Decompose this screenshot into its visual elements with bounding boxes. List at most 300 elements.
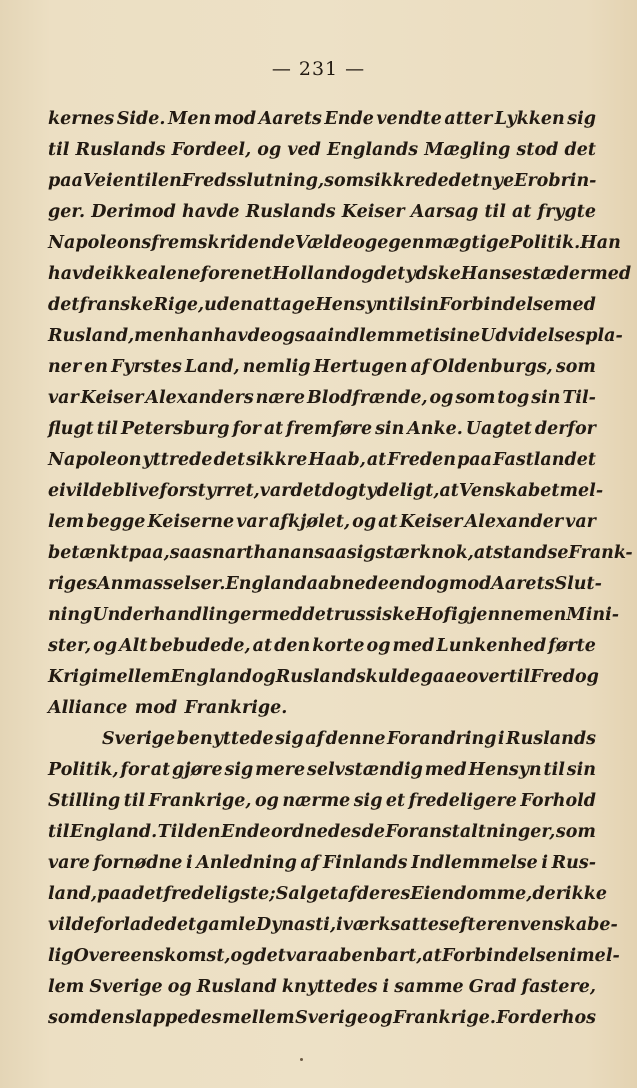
word: Lykken bbox=[494, 109, 565, 129]
word: fredeligere bbox=[408, 791, 517, 811]
word: som bbox=[324, 171, 365, 191]
text-line bbox=[48, 414, 596, 445]
word: Dynasti, bbox=[255, 915, 337, 935]
word: alene bbox=[147, 264, 201, 284]
word: franske bbox=[79, 295, 154, 315]
word: Lunkenhed bbox=[436, 636, 547, 656]
word: mod bbox=[213, 109, 257, 129]
word: korte bbox=[312, 636, 365, 656]
word: fastere, bbox=[521, 977, 596, 997]
word: Napoleons bbox=[48, 233, 152, 253]
word: Aarets bbox=[258, 109, 322, 129]
word: Uagtet bbox=[465, 419, 532, 439]
word: ogsaa bbox=[270, 326, 328, 346]
word: England bbox=[170, 667, 252, 687]
word: land, bbox=[48, 884, 98, 904]
word: Hensyn bbox=[315, 295, 389, 315]
word: forstyrret, bbox=[159, 481, 260, 501]
text-line bbox=[48, 383, 596, 414]
word: Hansestæder bbox=[460, 264, 590, 284]
word: en bbox=[495, 915, 520, 935]
word: Rusland bbox=[196, 977, 277, 997]
word: iværksattes bbox=[336, 915, 449, 935]
word: egenmægtige bbox=[377, 233, 510, 253]
word: Erobrin- bbox=[514, 171, 597, 191]
word: ikke bbox=[564, 884, 607, 904]
word: Venskabet bbox=[458, 481, 560, 501]
text-line bbox=[48, 817, 596, 848]
word: paa bbox=[457, 450, 492, 470]
text-line bbox=[48, 848, 596, 879]
word: en bbox=[542, 605, 567, 625]
text-line bbox=[48, 445, 596, 476]
word: men bbox=[134, 326, 177, 346]
word: Mægling bbox=[424, 140, 511, 160]
word: Politik, bbox=[48, 760, 119, 780]
word: nære bbox=[255, 388, 306, 408]
word: og bbox=[254, 791, 279, 811]
text-line bbox=[48, 569, 602, 600]
word: selvstændig bbox=[307, 760, 423, 780]
word: Freden bbox=[387, 450, 456, 470]
word: Englands bbox=[327, 140, 419, 160]
word: at bbox=[473, 543, 494, 563]
word: dog bbox=[321, 481, 359, 501]
word: Anmasselser. bbox=[97, 574, 226, 594]
word: aabnede bbox=[306, 574, 389, 594]
word: og bbox=[93, 636, 118, 656]
word: bebudede, bbox=[149, 636, 251, 656]
word: Grad bbox=[468, 977, 517, 997]
word: det bbox=[564, 140, 596, 160]
word: at bbox=[252, 295, 273, 315]
word: sine bbox=[439, 326, 481, 346]
word: derfor bbox=[534, 419, 596, 439]
word: i bbox=[497, 729, 505, 749]
word: Finlands bbox=[322, 853, 408, 873]
word: Alexander bbox=[464, 512, 564, 532]
text-line bbox=[48, 693, 596, 724]
word: i bbox=[433, 326, 440, 346]
word: Rusland, bbox=[48, 326, 135, 346]
word: Sverige bbox=[102, 729, 176, 749]
word: ning bbox=[48, 605, 93, 625]
word: og bbox=[352, 512, 377, 532]
word: knyttedes bbox=[281, 977, 378, 997]
word: Salget bbox=[275, 884, 338, 904]
text-line bbox=[48, 538, 633, 569]
word: frygte bbox=[537, 202, 596, 222]
word: som bbox=[555, 822, 596, 842]
word: det bbox=[448, 171, 481, 191]
word: at bbox=[150, 760, 171, 780]
word: forlade bbox=[94, 915, 165, 935]
word: Anke. bbox=[407, 419, 463, 439]
word: med bbox=[424, 760, 467, 780]
word: vare bbox=[48, 853, 90, 873]
word: blive bbox=[112, 481, 160, 501]
word: ikke bbox=[105, 264, 148, 284]
word: Holland bbox=[272, 264, 350, 284]
word: begge bbox=[86, 512, 146, 532]
word: lem bbox=[48, 512, 85, 532]
word: ordnedes bbox=[270, 822, 362, 842]
word: Til- bbox=[562, 388, 596, 408]
word: at bbox=[512, 202, 532, 222]
word: Fordeel, bbox=[171, 140, 252, 160]
word: Overeenskomst, bbox=[73, 946, 231, 966]
word: Ruslands bbox=[245, 202, 336, 222]
word: mere bbox=[255, 760, 306, 780]
text-line bbox=[48, 135, 596, 166]
word: over bbox=[466, 667, 509, 687]
word: Ruslands bbox=[75, 140, 166, 160]
word: i bbox=[541, 853, 549, 873]
word: Hensyn bbox=[468, 760, 542, 780]
word: Alliance bbox=[48, 698, 128, 718]
body-text bbox=[48, 104, 633, 1034]
word: af bbox=[410, 357, 430, 377]
word: Han bbox=[580, 233, 621, 253]
word: havde bbox=[213, 326, 271, 346]
text-line bbox=[48, 600, 620, 631]
word: vilde bbox=[48, 915, 95, 935]
word: saasnart bbox=[169, 543, 254, 563]
word: at bbox=[366, 450, 387, 470]
word: tog bbox=[497, 388, 530, 408]
word: fredeligste; bbox=[163, 884, 276, 904]
word: Fred bbox=[530, 667, 575, 687]
word: Forbindelse bbox=[439, 295, 555, 315]
word: derhos bbox=[529, 1008, 596, 1028]
word: Mini- bbox=[566, 605, 620, 625]
word: og bbox=[368, 1008, 393, 1028]
text-line bbox=[48, 104, 596, 135]
word: og bbox=[167, 977, 192, 997]
word: forenet bbox=[200, 264, 273, 284]
word: Ende bbox=[221, 822, 271, 842]
word: Aarets bbox=[491, 574, 555, 594]
word: Slut- bbox=[554, 574, 602, 594]
word: russiske bbox=[333, 605, 416, 625]
word: flugt bbox=[48, 419, 94, 439]
word: det bbox=[213, 450, 246, 470]
word: paa bbox=[48, 171, 83, 191]
text-line bbox=[48, 476, 604, 507]
word: og bbox=[257, 140, 282, 160]
word: Indlemmelse bbox=[411, 853, 538, 873]
word: Side. bbox=[116, 109, 166, 129]
word: Alt bbox=[119, 636, 148, 656]
word: havde bbox=[181, 202, 240, 222]
word: Udvidelsespla- bbox=[480, 326, 623, 346]
word: og bbox=[251, 667, 276, 687]
word: sikkre bbox=[246, 450, 308, 470]
word: sin bbox=[531, 388, 561, 408]
word: sig bbox=[224, 760, 254, 780]
word: af bbox=[305, 729, 325, 749]
word: gamle bbox=[196, 915, 256, 935]
word: førte bbox=[548, 636, 596, 656]
word: han bbox=[253, 543, 291, 563]
word: denne bbox=[325, 729, 386, 749]
word: Alexanders bbox=[145, 388, 254, 408]
text-line bbox=[48, 259, 632, 290]
word: det bbox=[290, 481, 322, 501]
word: ger. bbox=[48, 202, 86, 222]
word: aabenbart, bbox=[316, 946, 423, 966]
word: Politik. bbox=[509, 233, 581, 253]
word: yttrede bbox=[142, 450, 213, 470]
word: gaae bbox=[420, 667, 467, 687]
word: Frankrige. bbox=[393, 1008, 496, 1028]
word: endog bbox=[388, 574, 449, 594]
word: stærk bbox=[375, 543, 432, 563]
word: Krig bbox=[48, 667, 92, 687]
word: betænkt bbox=[48, 543, 129, 563]
text-line bbox=[48, 166, 596, 197]
word: Land, bbox=[184, 357, 240, 377]
word: var bbox=[259, 481, 291, 501]
word: var bbox=[236, 512, 267, 532]
word: paa bbox=[97, 884, 132, 904]
word: mod bbox=[448, 574, 492, 594]
word: England bbox=[225, 574, 307, 594]
word: sikkrede bbox=[364, 171, 449, 191]
word: med bbox=[554, 295, 596, 315]
word: til bbox=[123, 791, 146, 811]
word: med bbox=[260, 605, 303, 625]
word: lem bbox=[48, 977, 85, 997]
word: paa, bbox=[128, 543, 170, 563]
word: Men bbox=[167, 109, 212, 129]
text-line bbox=[48, 631, 596, 662]
word: til bbox=[508, 667, 531, 687]
word: Oldenburgs, bbox=[432, 357, 553, 377]
word: der bbox=[532, 884, 565, 904]
word: England. bbox=[69, 822, 158, 842]
word: mod bbox=[134, 698, 178, 718]
word: til bbox=[48, 140, 70, 160]
word: Aarsag bbox=[410, 202, 479, 222]
word: Veien bbox=[82, 171, 137, 191]
word: og bbox=[349, 264, 374, 284]
word: indlemmet bbox=[327, 326, 434, 346]
word: ei bbox=[48, 481, 66, 501]
word: Stilling bbox=[48, 791, 121, 811]
word: Blodfrænde, bbox=[306, 388, 428, 408]
word: i bbox=[382, 977, 390, 997]
text-line bbox=[48, 321, 623, 352]
word: Ruslands bbox=[506, 729, 596, 749]
word: standse bbox=[493, 543, 569, 563]
word: Hof bbox=[415, 605, 452, 625]
word: venskabe- bbox=[519, 915, 618, 935]
word: Vælde bbox=[295, 233, 354, 253]
word: som bbox=[455, 388, 496, 408]
word: det bbox=[164, 915, 197, 935]
word: Keiser bbox=[80, 388, 144, 408]
word: tydske bbox=[397, 264, 461, 284]
word: Underhandlinger bbox=[92, 605, 261, 625]
word: af bbox=[300, 853, 320, 873]
word: skulde bbox=[355, 667, 421, 687]
word: til bbox=[388, 295, 410, 315]
word: deres bbox=[356, 884, 411, 904]
word: Derimod bbox=[91, 202, 176, 222]
word: til bbox=[484, 202, 506, 222]
word: Fastlandet bbox=[493, 450, 596, 470]
word: Sverige bbox=[89, 977, 163, 997]
word: det bbox=[302, 605, 334, 625]
word: Rus- bbox=[551, 853, 596, 873]
word: Forhold bbox=[520, 791, 596, 811]
word: lig bbox=[48, 946, 74, 966]
word: i bbox=[185, 853, 193, 873]
word: tage bbox=[272, 295, 316, 315]
word: nok, bbox=[431, 543, 474, 563]
word: til bbox=[48, 822, 70, 842]
word: kernes bbox=[48, 109, 115, 129]
word: Keiser bbox=[399, 512, 463, 532]
word: benyttede bbox=[176, 729, 274, 749]
page-number: — 231 — bbox=[271, 58, 366, 80]
word: Frankrige. bbox=[184, 698, 288, 718]
word: at bbox=[422, 946, 442, 966]
word: slappedes bbox=[124, 1008, 222, 1028]
word: havde bbox=[48, 264, 106, 284]
word: Keiser bbox=[341, 202, 405, 222]
word: de bbox=[373, 264, 398, 284]
word: sig bbox=[567, 109, 596, 129]
word: atter bbox=[444, 109, 493, 129]
word: Hertugen bbox=[313, 357, 408, 377]
word: til bbox=[96, 419, 119, 439]
text-line bbox=[48, 910, 618, 941]
text-line bbox=[48, 507, 596, 538]
text-line bbox=[48, 662, 599, 693]
word: efter bbox=[448, 915, 496, 935]
word: og bbox=[574, 667, 599, 687]
word: Haab, bbox=[308, 450, 366, 470]
text-line bbox=[48, 197, 596, 228]
word: som bbox=[48, 1008, 89, 1028]
word: at bbox=[439, 481, 459, 501]
word: det bbox=[48, 295, 80, 315]
word: igjennem bbox=[451, 605, 543, 625]
word: han bbox=[176, 326, 214, 346]
word: Keiserne bbox=[147, 512, 235, 532]
word: samme bbox=[394, 977, 464, 997]
word: stod bbox=[516, 140, 559, 160]
word: imel- bbox=[569, 946, 620, 966]
text-line bbox=[48, 228, 621, 259]
word: Forbindelsen bbox=[441, 946, 570, 966]
word: Rusland bbox=[275, 667, 356, 687]
word: Frankrige, bbox=[148, 791, 252, 811]
word: at bbox=[252, 636, 273, 656]
word: til bbox=[136, 171, 158, 191]
word: sig bbox=[353, 791, 383, 811]
word: sig bbox=[275, 729, 304, 749]
word: at bbox=[378, 512, 398, 532]
word: nærme bbox=[282, 791, 351, 811]
word: vilde bbox=[65, 481, 113, 501]
word: Foranstaltninger, bbox=[385, 822, 556, 842]
text-line bbox=[48, 941, 620, 972]
text-line bbox=[48, 724, 596, 755]
word: det bbox=[254, 946, 286, 966]
text-line bbox=[48, 755, 596, 786]
word: uden bbox=[204, 295, 253, 315]
word: Forandring bbox=[386, 729, 497, 749]
word: ster, bbox=[48, 636, 92, 656]
text-line bbox=[48, 1003, 596, 1034]
word: sig bbox=[346, 543, 376, 563]
word: de bbox=[361, 822, 385, 842]
word: for bbox=[120, 760, 149, 780]
word: som bbox=[555, 357, 596, 377]
word: Frank- bbox=[568, 543, 633, 563]
word: mellem bbox=[222, 1008, 295, 1028]
word: og bbox=[353, 233, 378, 253]
word: ved bbox=[287, 140, 321, 160]
word: fremskridende bbox=[151, 233, 295, 253]
word: fremføre bbox=[286, 419, 373, 439]
text-line bbox=[48, 786, 596, 817]
word: en bbox=[157, 171, 182, 191]
word: med bbox=[589, 264, 632, 284]
word: Eiendomme, bbox=[410, 884, 533, 904]
printing-dot bbox=[300, 1058, 303, 1061]
text-line bbox=[48, 972, 596, 1003]
word: For bbox=[496, 1008, 529, 1028]
word: af bbox=[337, 884, 357, 904]
word: nemlig bbox=[242, 357, 311, 377]
word: Anledning bbox=[196, 853, 297, 873]
word: den bbox=[88, 1008, 125, 1028]
word: ner bbox=[48, 357, 82, 377]
word: at bbox=[263, 419, 284, 439]
word: tydeligt, bbox=[358, 481, 440, 501]
word: og bbox=[230, 946, 255, 966]
word: mel- bbox=[559, 481, 604, 501]
word: riges bbox=[48, 574, 98, 594]
text-line bbox=[48, 879, 607, 910]
text-line bbox=[48, 290, 596, 321]
word: var bbox=[565, 512, 596, 532]
word: sin bbox=[409, 295, 440, 315]
word: et bbox=[385, 791, 406, 811]
word: imellem bbox=[91, 667, 171, 687]
word: for bbox=[232, 419, 261, 439]
word: sin bbox=[375, 419, 405, 439]
word: og bbox=[366, 636, 391, 656]
word: var bbox=[285, 946, 317, 966]
word: ansaa bbox=[290, 543, 347, 563]
word: nye bbox=[480, 171, 515, 191]
word: sin bbox=[566, 760, 596, 780]
word: fornødne bbox=[93, 853, 183, 873]
word: med bbox=[392, 636, 435, 656]
word: gjøre bbox=[172, 760, 223, 780]
word: vendte bbox=[376, 109, 442, 129]
word: Til bbox=[157, 822, 184, 842]
word: og bbox=[429, 388, 454, 408]
word: en bbox=[84, 357, 108, 377]
word: den bbox=[274, 636, 311, 656]
word: var bbox=[48, 388, 79, 408]
